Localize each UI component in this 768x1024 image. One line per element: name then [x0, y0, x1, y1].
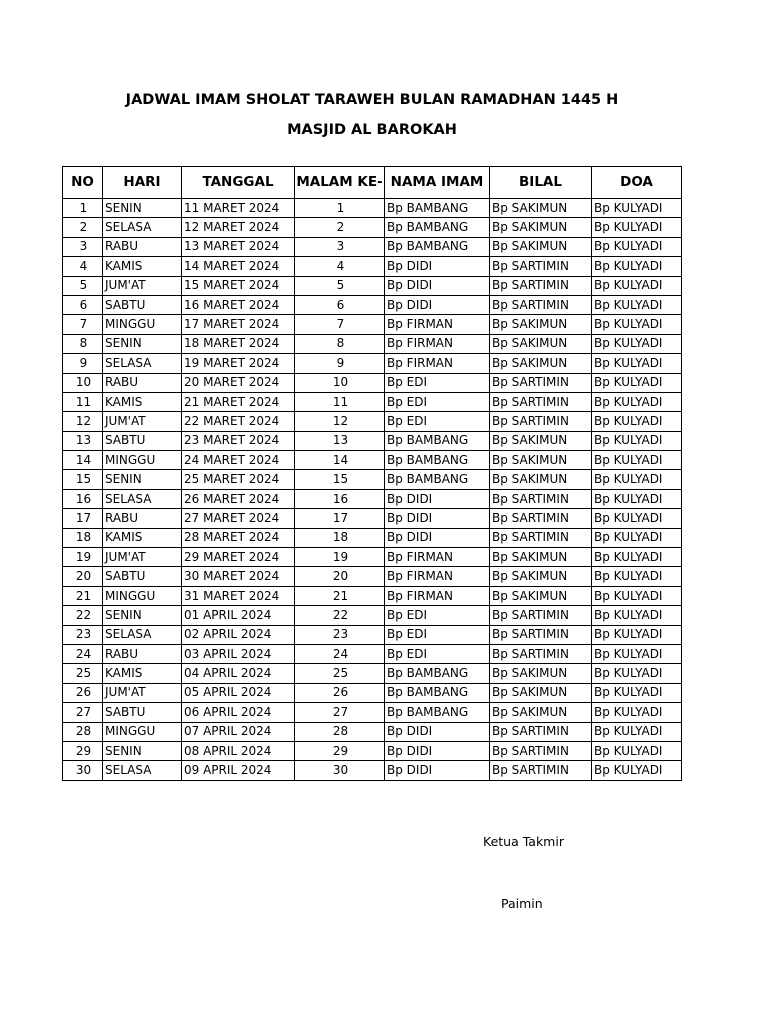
cell-doa: Bp KULYADI: [592, 199, 682, 218]
cell-tanggal: 22 MARET 2024: [182, 412, 295, 431]
table-row: [63, 295, 682, 314]
cell-malam-ke: 7: [295, 315, 385, 334]
cell-bilal: Bp SARTIMIN: [490, 257, 592, 276]
cell-malam-ke: 18: [295, 528, 385, 547]
cell-hari: SENIN: [103, 741, 182, 760]
cell-no: 16: [63, 489, 103, 508]
cell-hari: JUM'AT: [103, 683, 182, 702]
cell-doa: Bp KULYADI: [592, 295, 682, 314]
cell-hari: RABU: [103, 509, 182, 528]
cell-hari: KAMIS: [103, 257, 182, 276]
cell-tanggal: 23 MARET 2024: [182, 431, 295, 450]
cell-nama-imam: Bp DIDI: [385, 276, 490, 295]
cell-doa: Bp KULYADI: [592, 218, 682, 237]
table-row: [63, 625, 682, 644]
cell-no: 5: [63, 276, 103, 295]
header-bilal: BILAL: [490, 167, 592, 199]
cell-bilal: Bp SARTIMIN: [490, 412, 592, 431]
cell-tanggal: 16 MARET 2024: [182, 295, 295, 314]
cell-malam-ke: 15: [295, 470, 385, 489]
cell-nama-imam: Bp EDI: [385, 644, 490, 663]
cell-doa: Bp KULYADI: [592, 489, 682, 508]
cell-hari: SELASA: [103, 354, 182, 373]
cell-malam-ke: 25: [295, 664, 385, 683]
cell-nama-imam: Bp DIDI: [385, 295, 490, 314]
table-header-row: [63, 167, 682, 199]
cell-nama-imam: Bp EDI: [385, 412, 490, 431]
cell-bilal: Bp SAKIMUN: [490, 431, 592, 450]
cell-nama-imam: Bp DIDI: [385, 722, 490, 741]
table-row: [63, 354, 682, 373]
cell-doa: Bp KULYADI: [592, 392, 682, 411]
cell-malam-ke: 6: [295, 295, 385, 314]
cell-nama-imam: Bp BAMBANG: [385, 703, 490, 722]
cell-tanggal: 14 MARET 2024: [182, 257, 295, 276]
table-row: [63, 451, 682, 470]
cell-doa: Bp KULYADI: [592, 354, 682, 373]
cell-no: 24: [63, 644, 103, 663]
cell-bilal: Bp SAKIMUN: [490, 470, 592, 489]
cell-tanggal: 09 APRIL 2024: [182, 761, 295, 780]
cell-hari: JUM'AT: [103, 276, 182, 295]
table-row: [63, 761, 682, 780]
cell-tanggal: 07 APRIL 2024: [182, 722, 295, 741]
cell-malam-ke: 14: [295, 451, 385, 470]
cell-bilal: Bp SARTIMIN: [490, 509, 592, 528]
cell-bilal: Bp SAKIMUN: [490, 354, 592, 373]
cell-bilal: Bp SARTIMIN: [490, 392, 592, 411]
cell-bilal: Bp SARTIMIN: [490, 528, 592, 547]
cell-nama-imam: Bp DIDI: [385, 489, 490, 508]
table-row: [63, 741, 682, 760]
cell-nama-imam: Bp FIRMAN: [385, 354, 490, 373]
cell-doa: Bp KULYADI: [592, 606, 682, 625]
cell-malam-ke: 11: [295, 392, 385, 411]
cell-doa: Bp KULYADI: [592, 470, 682, 489]
cell-nama-imam: Bp DIDI: [385, 509, 490, 528]
cell-doa: Bp KULYADI: [592, 412, 682, 431]
cell-no: 11: [63, 392, 103, 411]
cell-malam-ke: 12: [295, 412, 385, 431]
cell-nama-imam: Bp FIRMAN: [385, 334, 490, 353]
cell-doa: Bp KULYADI: [592, 257, 682, 276]
cell-no: 25: [63, 664, 103, 683]
table-row: [63, 664, 682, 683]
cell-bilal: Bp SAKIMUN: [490, 703, 592, 722]
cell-nama-imam: Bp DIDI: [385, 528, 490, 547]
table-row: [63, 257, 682, 276]
cell-nama-imam: Bp DIDI: [385, 257, 490, 276]
cell-tanggal: 30 MARET 2024: [182, 567, 295, 586]
cell-doa: Bp KULYADI: [592, 237, 682, 256]
cell-doa: Bp KULYADI: [592, 315, 682, 334]
cell-nama-imam: Bp BAMBANG: [385, 683, 490, 702]
cell-no: 20: [63, 567, 103, 586]
cell-no: 21: [63, 586, 103, 605]
cell-nama-imam: Bp BAMBANG: [385, 664, 490, 683]
table-row: [63, 703, 682, 722]
cell-bilal: Bp SARTIMIN: [490, 761, 592, 780]
cell-hari: SABTU: [103, 431, 182, 450]
cell-no: 9: [63, 354, 103, 373]
cell-nama-imam: Bp FIRMAN: [385, 315, 490, 334]
cell-malam-ke: 10: [295, 373, 385, 392]
cell-hari: SENIN: [103, 334, 182, 353]
cell-nama-imam: Bp FIRMAN: [385, 586, 490, 605]
table-row: [63, 489, 682, 508]
table-row: [63, 315, 682, 334]
cell-bilal: Bp SARTIMIN: [490, 276, 592, 295]
cell-no: 30: [63, 761, 103, 780]
table-row: [63, 548, 682, 567]
table-row: [63, 509, 682, 528]
cell-hari: KAMIS: [103, 528, 182, 547]
cell-no: 14: [63, 451, 103, 470]
cell-tanggal: 13 MARET 2024: [182, 237, 295, 256]
cell-hari: SABTU: [103, 567, 182, 586]
cell-bilal: Bp SAKIMUN: [490, 567, 592, 586]
table-row: [63, 528, 682, 547]
cell-nama-imam: Bp EDI: [385, 392, 490, 411]
cell-hari: KAMIS: [103, 392, 182, 411]
cell-hari: MINGGU: [103, 315, 182, 334]
table-row: [63, 606, 682, 625]
cell-no: 17: [63, 509, 103, 528]
cell-hari: SENIN: [103, 606, 182, 625]
cell-no: 18: [63, 528, 103, 547]
cell-tanggal: 26 MARET 2024: [182, 489, 295, 508]
cell-hari: JUM'AT: [103, 412, 182, 431]
cell-tanggal: 08 APRIL 2024: [182, 741, 295, 760]
header-nama-imam: NAMA IMAM: [385, 167, 490, 199]
cell-tanggal: 17 MARET 2024: [182, 315, 295, 334]
cell-nama-imam: Bp EDI: [385, 373, 490, 392]
cell-tanggal: 24 MARET 2024: [182, 451, 295, 470]
cell-malam-ke: 23: [295, 625, 385, 644]
header-malam-ke: MALAM KE-: [295, 167, 385, 199]
cell-hari: RABU: [103, 237, 182, 256]
cell-doa: Bp KULYADI: [592, 644, 682, 663]
cell-no: 23: [63, 625, 103, 644]
cell-malam-ke: 21: [295, 586, 385, 605]
cell-hari: SABTU: [103, 295, 182, 314]
cell-no: 26: [63, 683, 103, 702]
cell-tanggal: 31 MARET 2024: [182, 586, 295, 605]
document-subtitle: MASJID AL BAROKAH: [287, 122, 457, 138]
cell-no: 2: [63, 218, 103, 237]
header-hari: HARI: [103, 167, 182, 199]
cell-tanggal: 27 MARET 2024: [182, 509, 295, 528]
cell-hari: SELASA: [103, 489, 182, 508]
cell-doa: Bp KULYADI: [592, 625, 682, 644]
cell-tanggal: 11 MARET 2024: [182, 199, 295, 218]
schedule-table: [62, 166, 682, 781]
cell-malam-ke: 5: [295, 276, 385, 295]
table-row: [63, 373, 682, 392]
cell-tanggal: 15 MARET 2024: [182, 276, 295, 295]
cell-no: 13: [63, 431, 103, 450]
table-row: [63, 237, 682, 256]
cell-no: 29: [63, 741, 103, 760]
cell-no: 28: [63, 722, 103, 741]
cell-tanggal: 19 MARET 2024: [182, 354, 295, 373]
cell-nama-imam: Bp BAMBANG: [385, 451, 490, 470]
cell-no: 27: [63, 703, 103, 722]
cell-malam-ke: 8: [295, 334, 385, 353]
cell-no: 6: [63, 295, 103, 314]
cell-malam-ke: 17: [295, 509, 385, 528]
cell-tanggal: 06 APRIL 2024: [182, 703, 295, 722]
cell-hari: SELASA: [103, 625, 182, 644]
cell-hari: SENIN: [103, 470, 182, 489]
cell-no: 7: [63, 315, 103, 334]
cell-no: 8: [63, 334, 103, 353]
cell-bilal: Bp SAKIMUN: [490, 315, 592, 334]
cell-doa: Bp KULYADI: [592, 567, 682, 586]
cell-bilal: Bp SAKIMUN: [490, 548, 592, 567]
cell-bilal: Bp SAKIMUN: [490, 586, 592, 605]
cell-bilal: Bp SARTIMIN: [490, 295, 592, 314]
cell-malam-ke: 13: [295, 431, 385, 450]
table-row: [63, 683, 682, 702]
table-row: [63, 722, 682, 741]
cell-doa: Bp KULYADI: [592, 683, 682, 702]
cell-bilal: Bp SAKIMUN: [490, 451, 592, 470]
cell-bilal: Bp SARTIMIN: [490, 606, 592, 625]
cell-tanggal: 21 MARET 2024: [182, 392, 295, 411]
cell-hari: RABU: [103, 373, 182, 392]
cell-bilal: Bp SARTIMIN: [490, 625, 592, 644]
cell-doa: Bp KULYADI: [592, 334, 682, 353]
table-row: [63, 276, 682, 295]
cell-tanggal: 12 MARET 2024: [182, 218, 295, 237]
cell-tanggal: 04 APRIL 2024: [182, 664, 295, 683]
cell-tanggal: 25 MARET 2024: [182, 470, 295, 489]
cell-tanggal: 28 MARET 2024: [182, 528, 295, 547]
cell-malam-ke: 3: [295, 237, 385, 256]
cell-malam-ke: 2: [295, 218, 385, 237]
cell-no: 19: [63, 548, 103, 567]
cell-nama-imam: Bp BAMBANG: [385, 431, 490, 450]
cell-hari: SABTU: [103, 703, 182, 722]
cell-malam-ke: 29: [295, 741, 385, 760]
cell-bilal: Bp SAKIMUN: [490, 199, 592, 218]
cell-bilal: Bp SARTIMIN: [490, 489, 592, 508]
cell-no: 12: [63, 412, 103, 431]
cell-doa: Bp KULYADI: [592, 509, 682, 528]
table-row: [63, 470, 682, 489]
cell-malam-ke: 19: [295, 548, 385, 567]
cell-malam-ke: 24: [295, 644, 385, 663]
cell-malam-ke: 20: [295, 567, 385, 586]
cell-tanggal: 05 APRIL 2024: [182, 683, 295, 702]
cell-no: 4: [63, 257, 103, 276]
cell-hari: SENIN: [103, 199, 182, 218]
cell-nama-imam: Bp BAMBANG: [385, 470, 490, 489]
cell-bilal: Bp SARTIMIN: [490, 373, 592, 392]
cell-malam-ke: 27: [295, 703, 385, 722]
cell-tanggal: 18 MARET 2024: [182, 334, 295, 353]
cell-doa: Bp KULYADI: [592, 761, 682, 780]
cell-hari: RABU: [103, 644, 182, 663]
table-row: [63, 586, 682, 605]
cell-malam-ke: 16: [295, 489, 385, 508]
cell-tanggal: 01 APRIL 2024: [182, 606, 295, 625]
cell-tanggal: 20 MARET 2024: [182, 373, 295, 392]
document-title: JADWAL IMAM SHOLAT TARAWEH BULAN RAMADHAN 1445 H: [125, 92, 619, 108]
cell-hari: MINGGU: [103, 451, 182, 470]
cell-doa: Bp KULYADI: [592, 664, 682, 683]
cell-hari: SELASA: [103, 218, 182, 237]
cell-doa: Bp KULYADI: [592, 451, 682, 470]
header-doa: DOA: [592, 167, 682, 199]
cell-hari: SELASA: [103, 761, 182, 780]
cell-bilal: Bp SAKIMUN: [490, 334, 592, 353]
cell-tanggal: 03 APRIL 2024: [182, 644, 295, 663]
cell-bilal: Bp SAKIMUN: [490, 237, 592, 256]
cell-nama-imam: Bp FIRMAN: [385, 567, 490, 586]
cell-malam-ke: 1: [295, 199, 385, 218]
cell-tanggal: 29 MARET 2024: [182, 548, 295, 567]
table-row: [63, 567, 682, 586]
cell-nama-imam: Bp DIDI: [385, 761, 490, 780]
cell-malam-ke: 9: [295, 354, 385, 373]
cell-no: 3: [63, 237, 103, 256]
cell-nama-imam: Bp BAMBANG: [385, 237, 490, 256]
cell-hari: JUM'AT: [103, 548, 182, 567]
table-row: [63, 392, 682, 411]
cell-doa: Bp KULYADI: [592, 373, 682, 392]
cell-malam-ke: 28: [295, 722, 385, 741]
cell-nama-imam: Bp FIRMAN: [385, 548, 490, 567]
cell-doa: Bp KULYADI: [592, 276, 682, 295]
table-row: [63, 199, 682, 218]
cell-tanggal: 02 APRIL 2024: [182, 625, 295, 644]
cell-bilal: Bp SAKIMUN: [490, 683, 592, 702]
cell-doa: Bp KULYADI: [592, 703, 682, 722]
cell-nama-imam: Bp EDI: [385, 606, 490, 625]
cell-doa: Bp KULYADI: [592, 722, 682, 741]
header-no: NO: [63, 167, 103, 199]
cell-doa: Bp KULYADI: [592, 431, 682, 450]
table-row: [63, 412, 682, 431]
cell-nama-imam: Bp BAMBANG: [385, 199, 490, 218]
cell-nama-imam: Bp BAMBANG: [385, 218, 490, 237]
cell-bilal: Bp SARTIMIN: [490, 722, 592, 741]
cell-malam-ke: 26: [295, 683, 385, 702]
header-tanggal: TANGGAL: [182, 167, 295, 199]
cell-bilal: Bp SARTIMIN: [490, 644, 592, 663]
cell-nama-imam: Bp DIDI: [385, 741, 490, 760]
cell-malam-ke: 4: [295, 257, 385, 276]
cell-doa: Bp KULYADI: [592, 548, 682, 567]
cell-doa: Bp KULYADI: [592, 528, 682, 547]
cell-no: 15: [63, 470, 103, 489]
cell-no: 22: [63, 606, 103, 625]
cell-malam-ke: 22: [295, 606, 385, 625]
signature-name: Paimin: [501, 896, 543, 911]
table-row: [63, 644, 682, 663]
cell-hari: MINGGU: [103, 586, 182, 605]
table-row: [63, 431, 682, 450]
cell-bilal: Bp SAKIMUN: [490, 664, 592, 683]
cell-hari: KAMIS: [103, 664, 182, 683]
cell-no: 10: [63, 373, 103, 392]
cell-doa: Bp KULYADI: [592, 586, 682, 605]
cell-bilal: Bp SAKIMUN: [490, 218, 592, 237]
cell-bilal: Bp SARTIMIN: [490, 741, 592, 760]
cell-doa: Bp KULYADI: [592, 741, 682, 760]
table-row: [63, 334, 682, 353]
cell-no: 1: [63, 199, 103, 218]
cell-hari: MINGGU: [103, 722, 182, 741]
cell-nama-imam: Bp EDI: [385, 625, 490, 644]
table-row: [63, 218, 682, 237]
cell-malam-ke: 30: [295, 761, 385, 780]
signature-role: Ketua Takmir: [483, 834, 564, 849]
